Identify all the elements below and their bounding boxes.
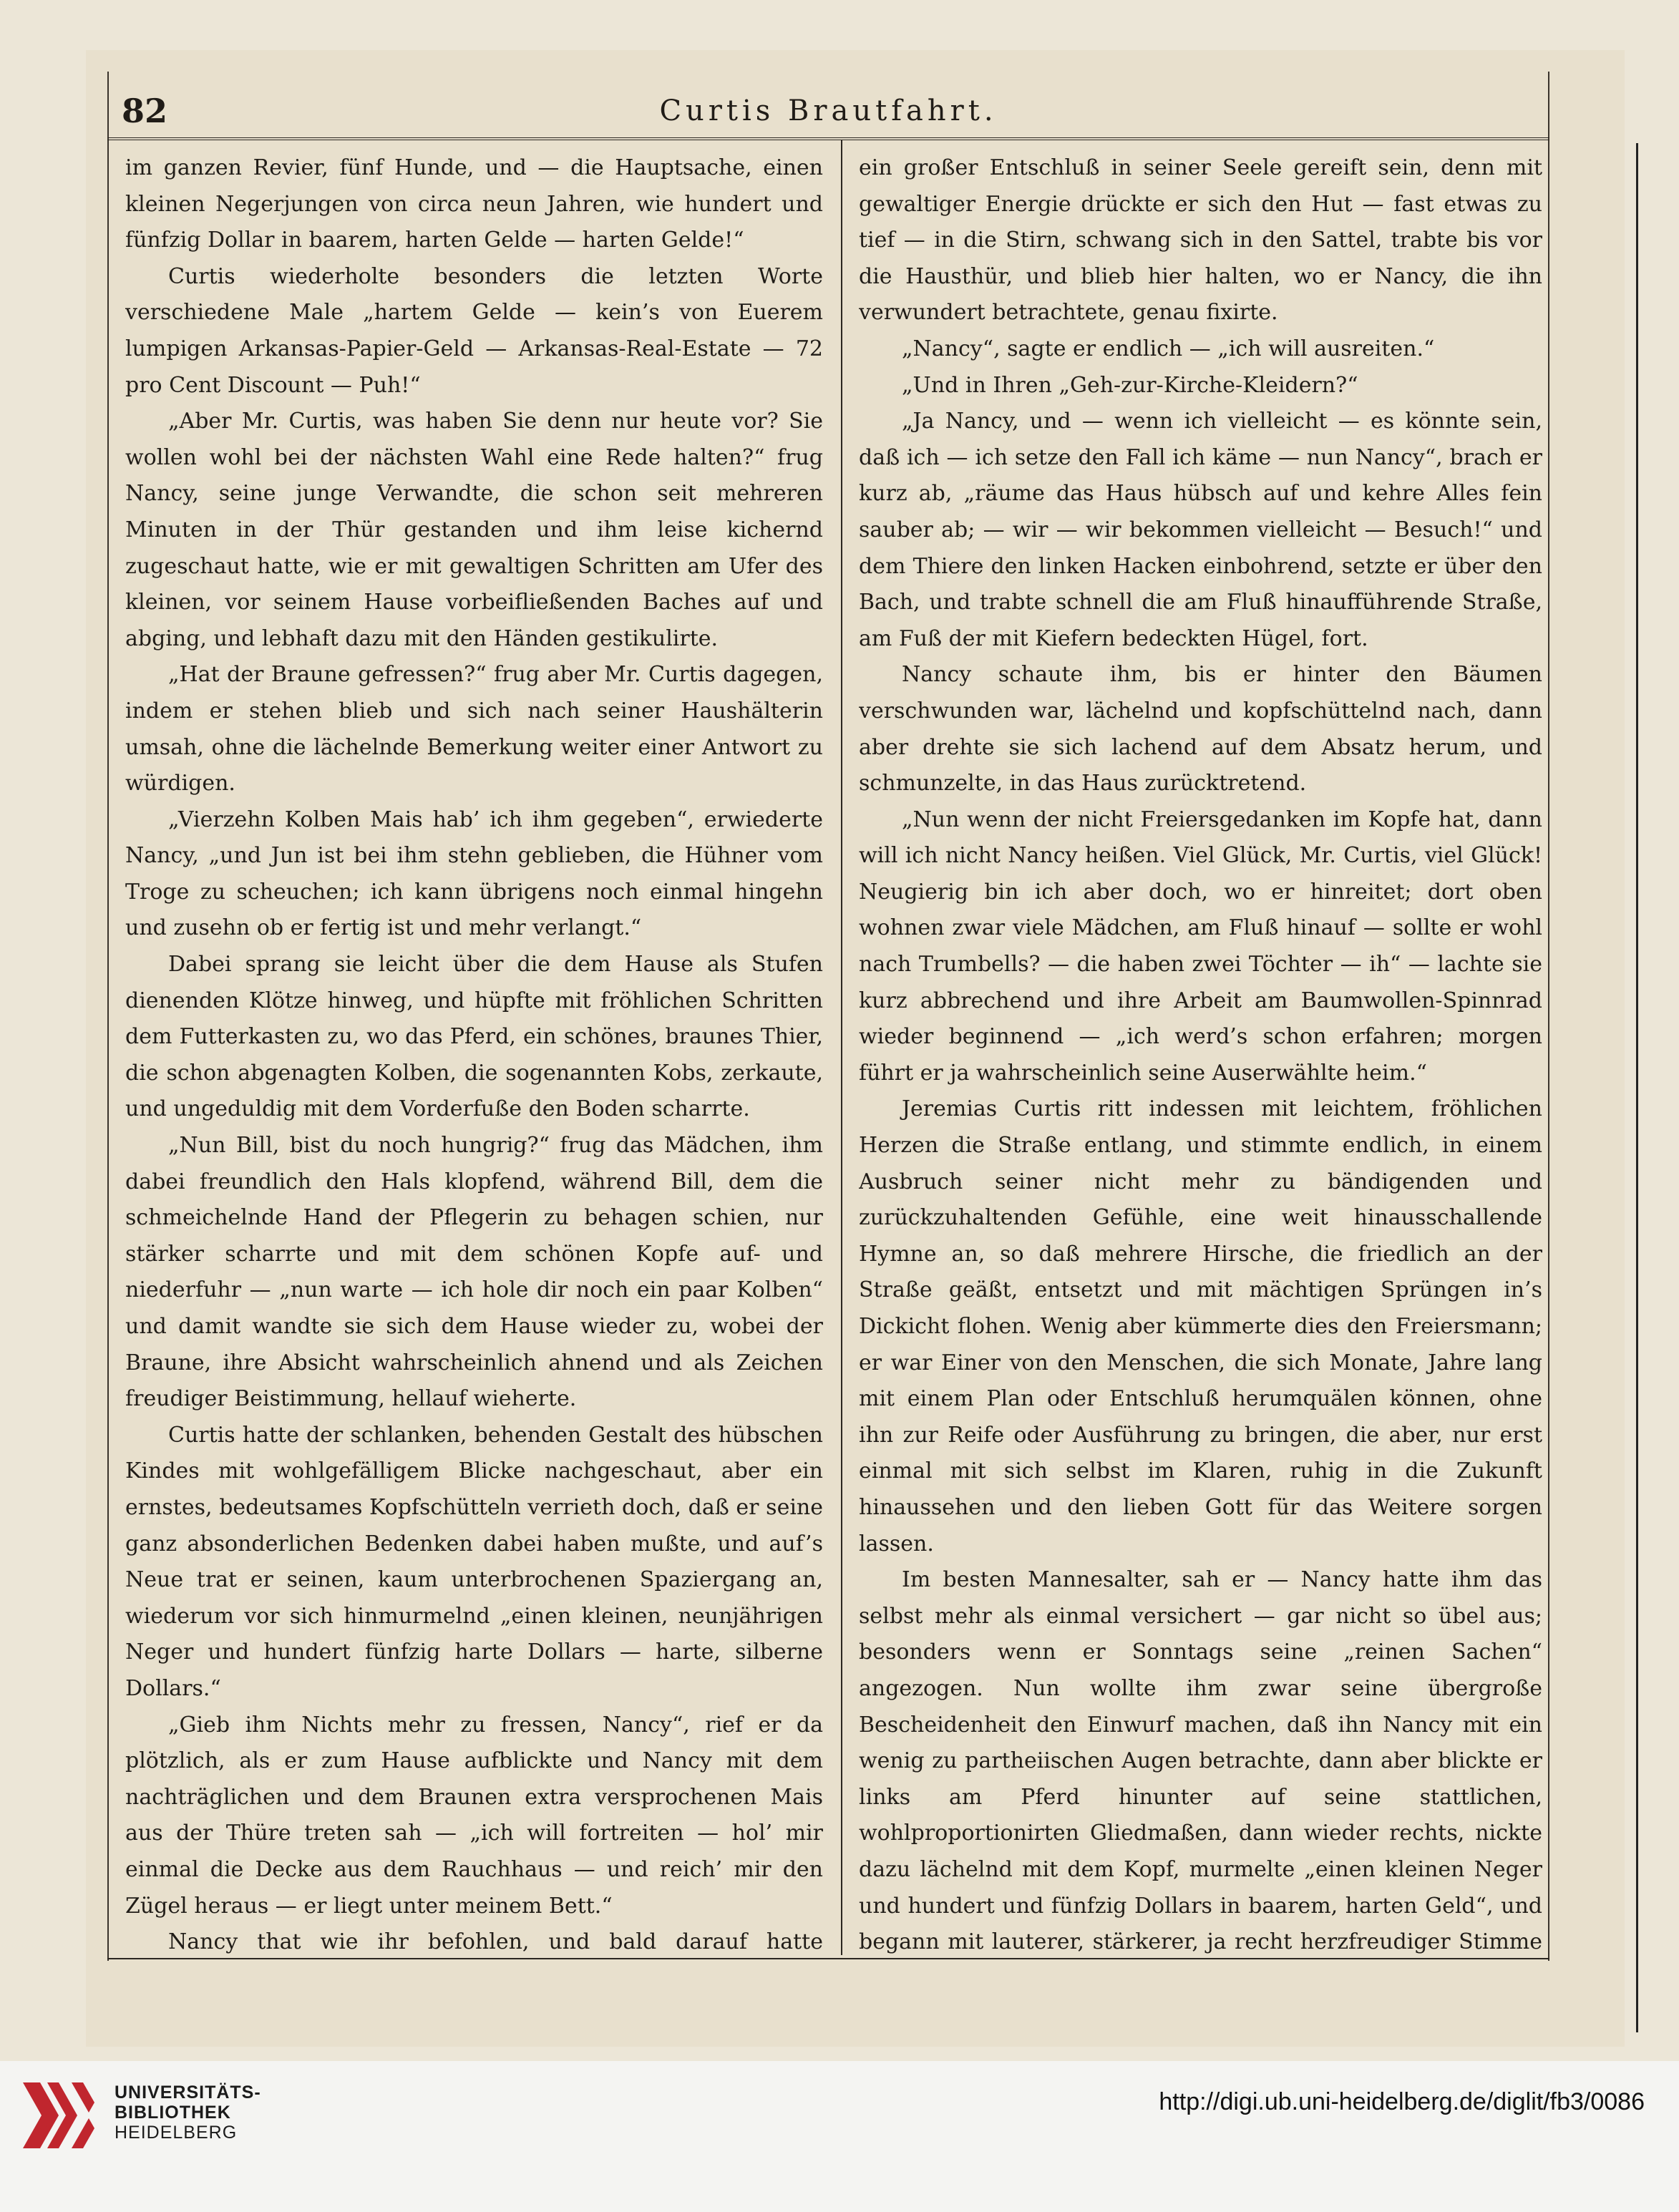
paragraph: „Ja Nancy, und — wenn ich vielleicht — es könnte sein, daß ich — ich setze den Fall ich käme — nun Nancy“, brach er kurz ab, „räume das Haus hübsch auf und kehre Alles fein sauber ab; — wir — wir bekommen vielleicht — Besuch!“ und dem Thiere den linken Hacken einbohrend, setzte er über den Bach, und trabte schnell die am Fluß hinaufführende Straße, am Fuß der mit Kiefern bedeckten Hügel, fort. <box>859 409 1542 651</box>
paragraph: Curtis wiederholte besonders die letzten Worte verschiedene Male „hartem Gelde — kein’s von Euerem lumpigen Arkansas-Papier-Geld — Arkansas-Real-Estate — 72 pro Cent Discount — Puh!“ <box>125 263 823 398</box>
paragraph: Nancy that wie ihr befohlen, und bald darauf hatte <box>168 1929 823 1954</box>
page-frame-left-line <box>107 72 109 1961</box>
header-rule <box>107 137 1549 140</box>
paragraph: „Gieb ihm Nichts mehr zu fressen, Nancy“, rief er da plötzlich, als er zum Hause aufblickte und Nancy mit dem nachträglichen und dem Braunen extra versprochenen Mais aus der Thüre treten sah — „ich will fortreiten — hol’ mir einmal die Decke aus dem Rauchhaus — und reich’ mir den Zügel heraus — er liegt unter meinem Bett.“ <box>125 1712 823 1919</box>
institution-line: BIBLIOTHEK <box>115 2103 231 2123</box>
paragraph: „Nun wenn der nicht Freiersgedanken im Kopfe hat, dann will ich nicht Nancy heißen. Viel Glück, Mr. Curtis, viel Glück! Neugierig bin ich aber doch, wo er hinreitet; dort oben wohnen zwar viele Mädchen, am Fluß hinauf — sollte er wohl nach Trumbells? — die haben zwei Töchter — ih“ — lachte sie kurz abbrechend und ihre Arbeit am Baumwollen-Spinnrad wieder beginnend — „ich werd’s schon erfahren; morgen führt er ja wahrscheinlich seine Auserwählte heim.“ <box>859 807 1542 1086</box>
paragraph: „Vierzehn Kolben Mais hab’ ich ihm gegeben“, erwiederte Nancy, „und Jun ist bei ihm stehn geblieben, die Hühner vom Troge zu scheuchen; ich kann übrigens noch einmal hingehn und zusehn ob er fertig ist und mehr verlangt.“ <box>125 807 823 941</box>
university-library-logo-icon[interactable] <box>16 2075 102 2161</box>
paragraph: Jeremias Curtis ritt indessen mit leichtem, fröhlichen Herzen die Straße entlang, und stimmte endlich, in einem Ausbruch seiner nicht mehr zu bändigenden und zurückzuhaltenden Gefühle, eine weit hinausschallende Hymne an, so daß mehrere Hirsche, die friedlich an der Straße geäßt, entsetzt und mit mächtigen Sprüngen in’s Dickicht flohen. Wenig aber kümmerte dies den Freiersmann; er war Einer von den Menschen, die sich Monate, Jahre lang mit einem Plan oder Entschluß herumquälen können, ohne ihn zur Reife oder Ausführung zu bringen, die aber, nur erst einmal mit sich selbst im Klaren, ruhig in die Zukunft hinaussehen und den lieben Gott für das Weitere sorgen lassen. <box>859 1096 1542 1556</box>
paragraph: „Und in Ihren „Geh-zur-Kirche-Kleidern?“ <box>902 372 1358 398</box>
paragraph: „Nun Bill, bist du noch hungrig?“ frug das Mädchen, ihm dabei freundlich den Hals klopfend, während Bill, dem die schmeichelnde Hand der Pflegerin zu behagen schien, nur stärker scharrte und mit dem schönen Kopfe auf- und niederfuhr — „nun warte — ich hole dir noch ein paar Kolben“ und damit wandte sie sich dem Hause wieder zu, wobei der Braune, ihre Absicht wahrscheinlich ahnend und als Zeichen freudiger Beistimmung, hellauf wieherte. <box>125 1133 823 1412</box>
page-header <box>107 86 1549 142</box>
institution-line: UNIVERSITÄTS- <box>115 2082 261 2103</box>
paragraph: Dabei sprang sie leicht über die dem Hause als Stufen dienenden Klötze hinweg, und hüpfte mit fröhlichen Schritten dem Futterkasten zu, wo das Pferd, ein schönes, braunes Thier, die schon abgenagten Kolben, die sogenannten Kobs, zerkaute, und ungeduldig mit dem Vorderfuße den Boden scharrte. <box>125 952 823 1122</box>
paragraph: „Aber Mr. Curtis, was haben Sie denn nur heute vor? Sie wollen wohl bei der nächsten Wahl eine Rede halten?“ frug Nancy, seine junge Verwandte, die schon seit mehreren Minuten in der Thür gestanden und ihm leise kichernd zugeschaut hatte, wie er mit gewaltigen Schritten am Ufer des kleinen, vor seinem Hause vorbeifließenden Baches auf und abging, und lebhaft dazu mit den Händen gestikulirte. <box>125 409 823 651</box>
page-number: 82 <box>122 92 168 130</box>
permalink-url[interactable]: http://digi.ub.uni-heidelberg.de/diglit/fb3/0086 <box>1159 2088 1645 2115</box>
paragraph: ein großer Entschluß in seiner Seele gereift sein, denn mit gewaltiger Energie drückte er sich den Hut — fast etwas zu tief — in die Stirn, schwang sich in den Sattel, trabte bis vor die Hausthür, und blieb hier halten, wo er Nancy, die ihn verwundert betrachtete, genau fixirte. <box>859 155 1542 326</box>
column-divider <box>841 140 842 1955</box>
paragraph: Im besten Mannesalter, sah er — Nancy hatte ihm das selbst mehr als einmal versichert — gar nicht so übel aus; besonders wenn er Sonntags seine „reinen Sachen“ angezogen. Nun wollte ihm zwar seine übergroße Bescheidenheit den Einwurf machen, daß ihn Nancy mit ein wenig zu partheiischen Augen betrachte, dann aber blickte er links am Pferd hinunter auf seine stattlichen, wohlproportionirten Gliedmaßen, dann wieder rechts, nickte dazu lächelnd mit dem Kopf, murmelte „einen kleinen Neger und hundert und fünfzig Dollars in baarem, harten Geld“, und begann mit lauterer, stärkerer, ja recht herzfreudiger Stimme <box>859 1567 1542 1954</box>
footer-rule <box>107 1958 1549 1959</box>
paragraph: Curtis hatte der schlanken, behenden Gestalt des hübschen Kindes mit wohlgefälligem Blicke nachgeschaut, aber ein ernstes, bedeutsames Kopfschütteln verrieth doch, daß er seine ganz absonderlichen Bedenken dabei haben mußte, und auf’s Neue trat er seinen, kaum unterbrochenen Spaziergang an, wiederum vor sich hinmurmelnd „einen kleinen, neunjährigen Neger und hundert fünfzig harte Dollars — harte, silberne Dollars.“ <box>125 1422 823 1701</box>
scan-edge-line <box>1636 143 1638 2032</box>
institution-name[interactable] <box>115 2082 261 2143</box>
paragraph: „Nancy“, sagte er endlich — „ich will ausreiten.“ <box>902 336 1435 361</box>
paragraph: Nancy schaute ihm, bis er hinter den Bäumen verschwunden war, lächelnd und kopfschüttelnd nach, dann aber drehte sie sich lachend auf dem Absatz herum, und schmunzelte, in das Haus zurücktretend. <box>859 662 1542 796</box>
left-column <box>125 150 823 1954</box>
paragraph: im ganzen Revier, fünf Hunde, und — die Hauptsache, einen kleinen Negerjungen von circa neun Jahren, wie hundert und fünfzig Dollar in baarem, harten Gelde — harten Gelde!“ <box>125 155 823 253</box>
paragraph: „Hat der Braune gefressen?“ frug aber Mr. Curtis dagegen, indem er stehen blieb und sich nach seiner Haushälterin umsah, ohne die lächelnde Bemerkung weiter einer Antwort zu würdigen. <box>125 662 823 796</box>
right-column <box>859 150 1542 1954</box>
running-title: Curtis Brautfahrt. <box>659 94 998 127</box>
institution-line: HEIDELBERG <box>115 2123 238 2143</box>
page-frame-right-line <box>1548 72 1549 1961</box>
